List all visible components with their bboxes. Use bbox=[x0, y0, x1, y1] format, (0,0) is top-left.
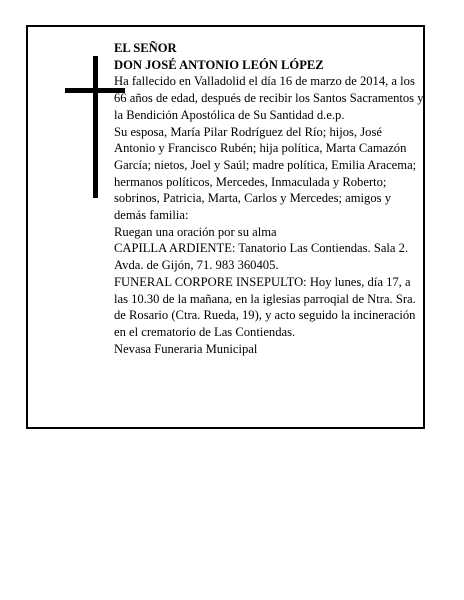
obituary-title: EL SEÑOR bbox=[114, 41, 177, 55]
deceased-name: DON JOSÉ ANTONIO LEÓN LÓPEZ bbox=[114, 57, 324, 72]
funeral-home: Nevasa Funeraria Municipal bbox=[114, 341, 258, 356]
obituary-text bbox=[114, 40, 424, 357]
chapel-info: CAPILLA ARDIENTE: Tanatorio Las Contiendas. Sala 2. Avda. de Gijón, 71. 983 360405. bbox=[114, 241, 409, 273]
family-list: Su esposa, María Pilar Rodríguez del Río; hijos, José Antonio y Francisco Rubén; hija política, Marta Camazón García; nietos, Joel y Saúl; madre política, Emilia Aracema; hermanos políticos, Mercedes, Inmaculada y Roberto; sobrinos, Patricia, Marta, Carlos y Mercedes; amigos y demás familia: bbox=[114, 124, 417, 223]
obituary-notice bbox=[26, 25, 425, 429]
cross-vertical-bar bbox=[93, 56, 98, 198]
prayer-request: Ruegan una oración por su alma bbox=[114, 224, 277, 239]
funeral-info: FUNERAL CORPORE INSEPULTO: Hoy lunes, día 17, a las 10.30 de la mañana, en la iglesias parroqial de Ntra. Sra. de Rosario (Ctra. Rueda, 19), y acto seguido la incineración en el crematorio de Las Contiendas. bbox=[114, 274, 416, 339]
death-announcement: Ha fallecido en Valladolid el día 16 de marzo de 2014, a los 66 años de edad, después de recibir los Santos Sacramentos y la Bendición Apostólica de Su Santidad d.e.p. bbox=[114, 74, 424, 122]
